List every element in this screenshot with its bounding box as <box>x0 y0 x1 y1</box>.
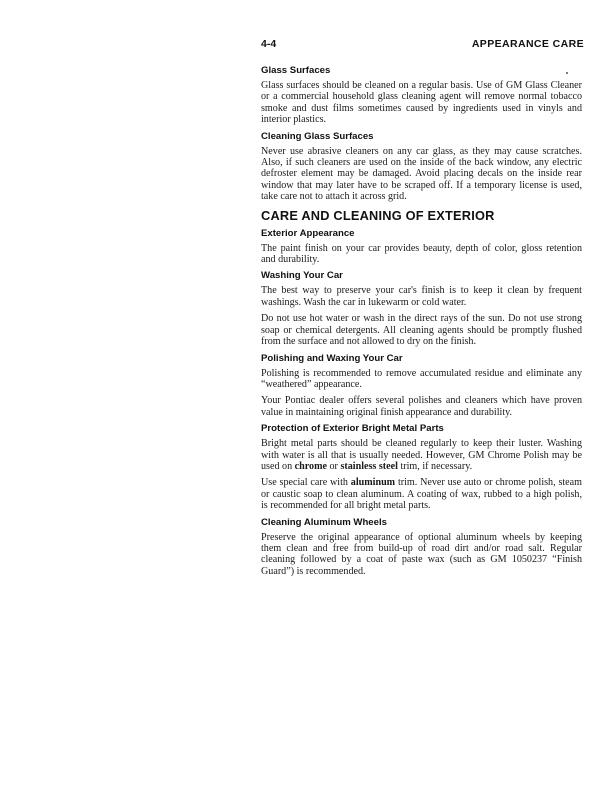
polishing-text-1: Polishing is recommended to remove accumulated residue and eliminate any “weathered” appearance. <box>261 367 582 390</box>
bright-metal-text-2: Use special care with aluminum trim. Never use auto or chrome polish, steam or caustic soap to clean aluminum. A coating of wax, rubbed to a high polish, is recommended for all bright metal parts. <box>261 477 582 512</box>
page-header <box>261 38 584 52</box>
glass-surfaces-text: Glass surfaces should be cleaned on a regular basis. Use of GM Glass Cleaner or a commercial household glass cleaning agent will remove normal tobacco smoke and dust films sometimes caused by ingredients used in vinyls and interior plastics. <box>261 80 582 126</box>
page-content <box>261 65 582 582</box>
stainless-steel-emphasis: stainless steel <box>340 460 398 472</box>
polishing-text-2: Your Pontiac dealer offers several polishes and cleaners which have proven value in maintaining original finish appearance and durability. <box>261 395 582 418</box>
exterior-appearance-text: The paint finish on your car provides beauty, depth of color, gloss retention and durability. <box>261 242 582 266</box>
polishing-heading: Polishing and Waxing Your Car <box>261 352 403 364</box>
exterior-section-heading: CARE AND CLEANING OF EXTERIOR <box>261 207 495 223</box>
aluminum-wheels-heading: Cleaning Aluminum Wheels <box>261 516 387 528</box>
aluminum-emphasis: aluminum <box>350 477 396 489</box>
washing-text-2: Do not use hot water or wash in the direct rays of the sun. Do not use strong soap or chemical detergents. All cleaning agents should be promptly flushed from the surface and not allowed to dry on the finish. <box>261 313 582 348</box>
bright-metal-text-1: Bright metal parts should be cleaned regularly to keep their luster. Washing with water is all that is usually needed. However, GM Chrome Polish may be used on chrome or stainless steel trim, if necessary. <box>261 438 582 472</box>
section-title: APPEARANCE CARE <box>471 38 584 50</box>
aluminum-wheels-text: Preserve the original appearance of optional aluminum wheels by keeping them clean and free from build-up of road dirt and/or road salt. Regular cleaning followed by a coat of paste wax (such as GM 1050237 “Finish Guard”) is recommended. <box>261 531 582 577</box>
cleaning-glass-heading: Cleaning Glass Surfaces <box>261 130 374 142</box>
chrome-emphasis: chrome <box>294 460 327 472</box>
exterior-appearance-heading: Exterior Appearance <box>261 227 355 239</box>
bright-metal-heading: Protection of Exterior Bright Metal Parts <box>261 423 444 435</box>
washing-heading: Washing Your Car <box>261 270 343 282</box>
cleaning-glass-text: Never use abrasive cleaners on any car glass, as they may cause scratches. Also, if such cleaners are used on the inside of the back window, any electric defroster element may be damaged. Avoid placing decals on the inside rear window that may later have to be scraped off. If a temporary license is used, take care not to attach it across grid. <box>261 145 582 203</box>
page-number: 4-4 <box>261 38 277 50</box>
washing-text-1: The best way to preserve your car's finish is to keep it clean by frequent washings. Wash the car in lukewarm or cold water. <box>261 285 582 308</box>
glass-surfaces-heading: Glass Surfaces <box>261 65 331 76</box>
